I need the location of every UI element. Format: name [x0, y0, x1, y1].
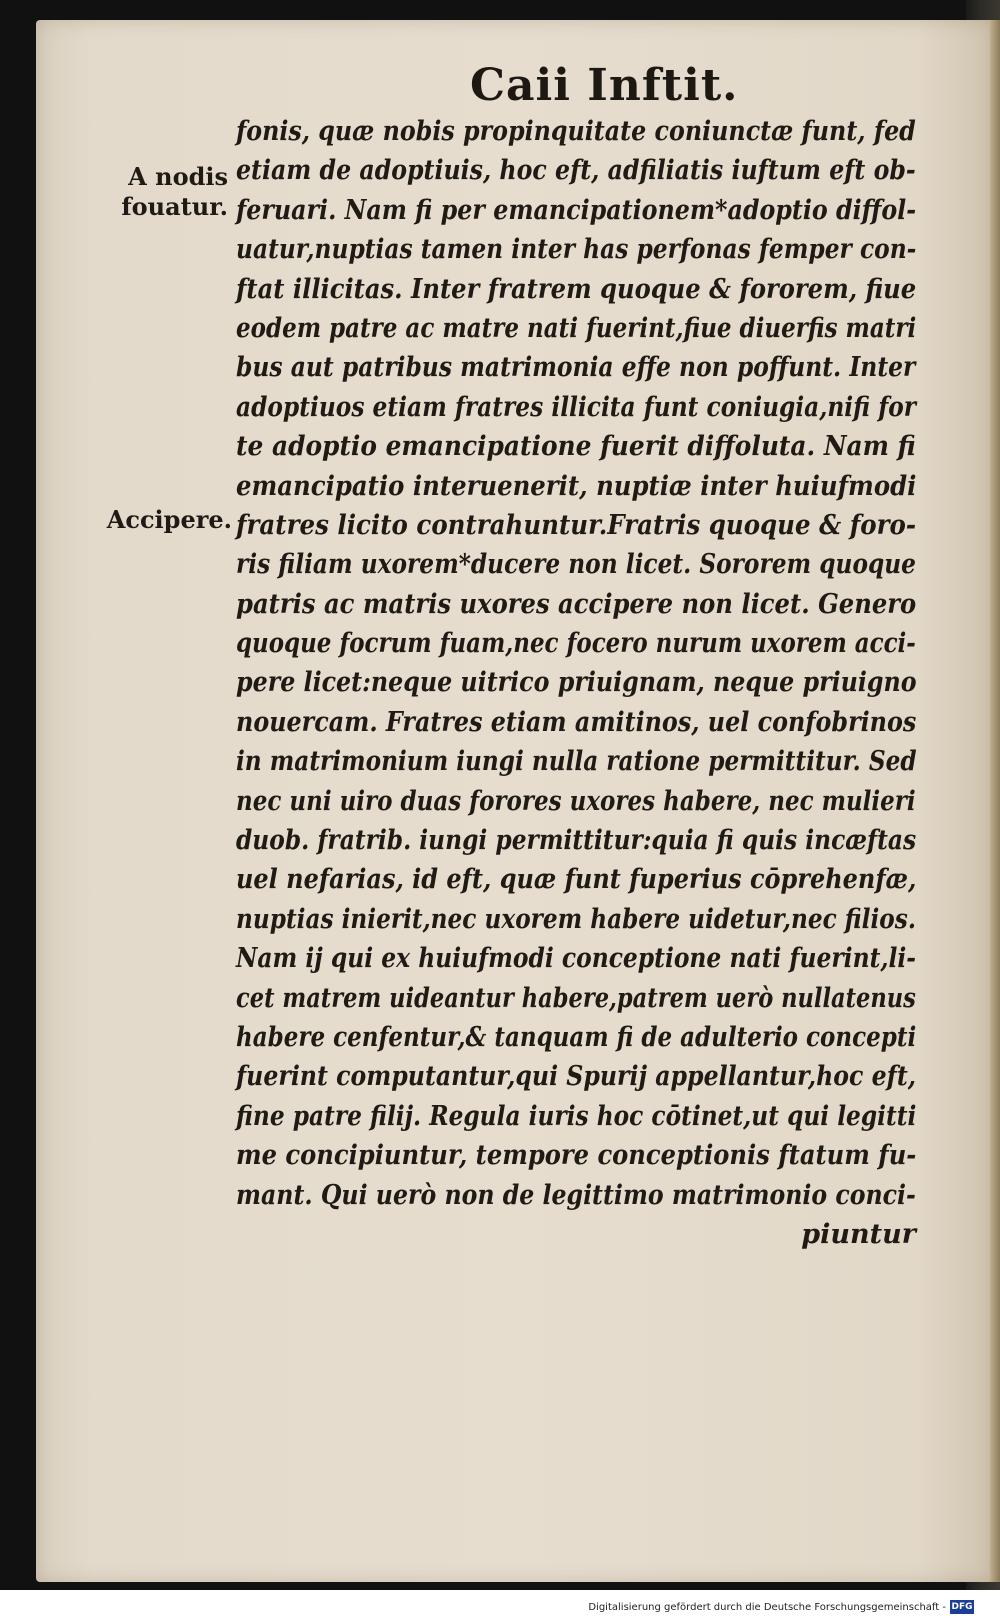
text-line: adoptiuos etiam fratres illicita funt coniugia,nifi for [236, 391, 917, 423]
text-line: fuerint computantur,qui Spurij appellantur,hoc eft, [236, 1061, 916, 1093]
digitization-footer [0, 1590, 1000, 1623]
catchword: piuntur [801, 1218, 916, 1250]
text-line: ftat illicitas. Inter fratrem quoque & fororem, fiue [236, 273, 917, 305]
margin-note-accipere [92, 505, 232, 535]
text-line: eodem patre ac matre nati fuerint,fiue diuerfis matri [236, 312, 917, 344]
text-line: te adoptio emancipatione fuerit diffoluta. Nam fi [236, 431, 916, 463]
text-line: feruari. Nam fi per emancipationem*adoptio diffol- [236, 194, 917, 226]
text-line: fratres licito contrahuntur.Fratris quoque & foro- [236, 509, 917, 541]
dfg-logo: DFG [951, 1602, 973, 1612]
text-line: nuptias inierit,nec uxorem habere uidetur,nec filios. [236, 903, 916, 935]
margin-note-line: Accipere. [106, 505, 232, 534]
text-line: cet matrem uideantur habere,patrem uerò nullatenus [236, 982, 916, 1014]
margin-note-line: fouatur. [121, 192, 228, 221]
text-line: etiam de adoptiuis, hoc eft, adfiliatis iuftum eft ob- [236, 155, 916, 187]
text-line: ris filiam uxorem*ducere non licet. Sororem quoque [236, 549, 916, 581]
text-line: patris ac matris uxores accipere non licet. Genero [236, 588, 917, 620]
footer-credit: Digitalisierung gefördert durch die Deutsche Forschungsgemeinschaft - [588, 1602, 946, 1613]
text-line: uatur,nuptias tamen inter has perfonas femper con- [236, 234, 917, 266]
text-line: fine patre filij. Regula iuris hoc cōtinet,ut qui legitti [236, 1100, 917, 1132]
text-line: emancipatio interuenerit, nuptiæ inter huiufmodi [236, 470, 917, 502]
running-head: Caii Inftit. [470, 60, 739, 111]
text-line: nec uni uiro duas forores uxores habere, nec mulieri [236, 785, 916, 817]
body-text [236, 112, 916, 1254]
text-line: mant. Qui uerò non de legittimo matrimonio conci- [236, 1179, 916, 1211]
text-line: nouercam. Fratres etiam amitinos, uel confobrinos [236, 706, 917, 738]
margin-note-line: A nodis [128, 162, 228, 191]
text-line: in matrimonium iungi nulla ratione permittitur. Sed [236, 746, 917, 778]
text-line: me concipiuntur, tempore conceptionis ftatum fu- [236, 1140, 917, 1172]
text-line: fonis, quæ nobis propinquitate coniunctæ funt, fed [236, 116, 916, 147]
text-line: pere licet:neque uitrico priuignam, neque priuigno [236, 667, 917, 699]
text-line: habere cenfentur,& tanquam fi de adulterio concepti [236, 1021, 917, 1053]
page-edge [990, 20, 1000, 1582]
text-line: duob. fratrib. iungi permittitur:quia fi quis incæftas [236, 825, 917, 857]
text-line: uel nefarias, id eft, quæ funt fuperius cōprehenfæ, [236, 864, 917, 896]
text-line: quoque focrum fuam,nec focero nurum uxorem acci- [236, 628, 916, 660]
margin-note-a-nodis [118, 162, 228, 222]
text-line: bus aut patribus matrimonia effe non poffunt. Inter [236, 352, 916, 384]
text-line: Nam ij qui ex huiufmodi conceptione nati fuerint,li- [236, 943, 916, 975]
